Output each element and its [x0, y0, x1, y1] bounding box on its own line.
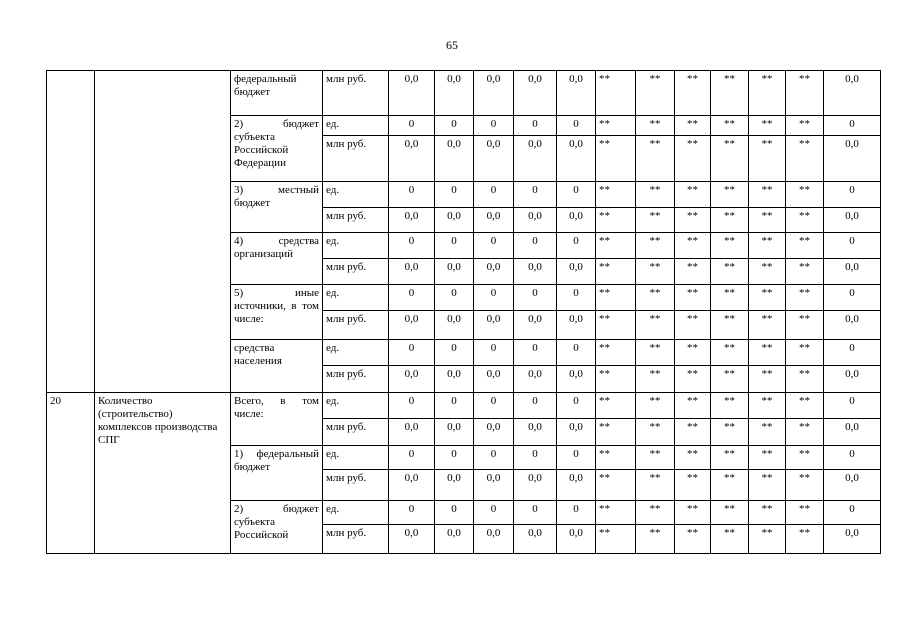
total-cell: 0 [824, 446, 881, 470]
funding-source-cell: 3) местный бюджет [231, 182, 323, 233]
total-cell: 0,0 [824, 419, 881, 446]
unit-cell: ед. [323, 501, 389, 525]
mark-cell: ** [596, 259, 636, 285]
value-cell: 0 [557, 233, 596, 259]
value-cell: 0,0 [557, 311, 596, 340]
total-cell: 0,0 [824, 525, 881, 554]
mark-cell: ** [749, 116, 786, 136]
value-cell: 0,0 [435, 208, 474, 233]
value-cell: 0 [435, 501, 474, 525]
indicator-name-cell: Количество (строительство) комплексов производства СПГ [95, 393, 231, 554]
funding-source-cell: 1) федеральный бюджет [231, 446, 323, 501]
mark-cell: ** [786, 446, 824, 470]
mark-cell: ** [749, 71, 786, 116]
mark-cell: ** [636, 366, 675, 393]
value-cell: 0,0 [514, 525, 557, 554]
mark-cell: ** [596, 470, 636, 501]
unit-cell: млн руб. [323, 366, 389, 393]
value-cell: 0 [435, 233, 474, 259]
mark-cell: ** [596, 71, 636, 116]
mark-cell: ** [596, 393, 636, 419]
value-cell: 0 [514, 501, 557, 525]
value-cell: 0 [389, 393, 435, 419]
value-cell: 0 [514, 340, 557, 366]
mark-cell: ** [749, 233, 786, 259]
mark-cell: ** [786, 525, 824, 554]
mark-cell: ** [711, 285, 749, 311]
value-cell: 0 [389, 285, 435, 311]
total-cell: 0,0 [824, 208, 881, 233]
mark-cell: ** [636, 311, 675, 340]
value-cell: 0 [474, 182, 514, 208]
row-number-cell [47, 71, 95, 393]
value-cell: 0,0 [514, 419, 557, 446]
value-cell: 0 [514, 393, 557, 419]
value-cell: 0 [389, 233, 435, 259]
value-cell: 0,0 [389, 470, 435, 501]
mark-cell: ** [749, 208, 786, 233]
funding-source-cell: федеральный бюджет [231, 71, 323, 116]
mark-cell: ** [636, 501, 675, 525]
unit-cell: ед. [323, 116, 389, 136]
mark-cell: ** [636, 285, 675, 311]
mark-cell: ** [786, 259, 824, 285]
value-cell: 0,0 [389, 71, 435, 116]
mark-cell: ** [786, 340, 824, 366]
value-cell: 0 [557, 116, 596, 136]
value-cell: 0,0 [557, 419, 596, 446]
mark-cell: ** [636, 116, 675, 136]
mark-cell: ** [675, 259, 711, 285]
mark-cell: ** [596, 446, 636, 470]
table-body [47, 71, 881, 554]
unit-cell: млн руб. [323, 525, 389, 554]
value-cell: 0,0 [514, 208, 557, 233]
value-cell: 0,0 [389, 311, 435, 340]
total-cell: 0,0 [824, 311, 881, 340]
mark-cell: ** [749, 446, 786, 470]
value-cell: 0 [474, 446, 514, 470]
mark-cell: ** [675, 311, 711, 340]
value-cell: 0,0 [474, 311, 514, 340]
value-cell: 0 [435, 285, 474, 311]
mark-cell: ** [786, 182, 824, 208]
mark-cell: ** [749, 366, 786, 393]
mark-cell: ** [636, 393, 675, 419]
mark-cell: ** [711, 233, 749, 259]
value-cell: 0,0 [474, 259, 514, 285]
value-cell: 0 [557, 393, 596, 419]
value-cell: 0,0 [389, 419, 435, 446]
mark-cell: ** [596, 311, 636, 340]
value-cell: 0,0 [557, 470, 596, 501]
mark-cell: ** [786, 136, 824, 182]
value-cell: 0,0 [557, 208, 596, 233]
value-cell: 0,0 [514, 259, 557, 285]
value-cell: 0 [557, 446, 596, 470]
value-cell: 0,0 [557, 71, 596, 116]
mark-cell: ** [596, 419, 636, 446]
mark-cell: ** [786, 233, 824, 259]
unit-cell: млн руб. [323, 419, 389, 446]
total-cell: 0 [824, 116, 881, 136]
value-cell: 0 [474, 285, 514, 311]
mark-cell: ** [636, 419, 675, 446]
mark-cell: ** [675, 470, 711, 501]
mark-cell: ** [786, 208, 824, 233]
value-cell: 0,0 [435, 470, 474, 501]
mark-cell: ** [636, 259, 675, 285]
value-cell: 0,0 [557, 136, 596, 182]
unit-cell: млн руб. [323, 311, 389, 340]
mark-cell: ** [636, 470, 675, 501]
value-cell: 0,0 [474, 136, 514, 182]
value-cell: 0 [435, 116, 474, 136]
value-cell: 0 [389, 116, 435, 136]
value-cell: 0,0 [557, 525, 596, 554]
mark-cell: ** [596, 182, 636, 208]
mark-cell: ** [749, 285, 786, 311]
mark-cell: ** [711, 259, 749, 285]
mark-cell: ** [675, 285, 711, 311]
total-cell: 0,0 [824, 71, 881, 116]
total-cell: 0,0 [824, 259, 881, 285]
unit-cell: ед. [323, 182, 389, 208]
mark-cell: ** [596, 136, 636, 182]
value-cell: 0,0 [474, 525, 514, 554]
unit-cell: млн руб. [323, 208, 389, 233]
unit-cell: млн руб. [323, 470, 389, 501]
mark-cell: ** [786, 393, 824, 419]
mark-cell: ** [749, 136, 786, 182]
mark-cell: ** [711, 470, 749, 501]
mark-cell: ** [786, 470, 824, 501]
value-cell: 0 [389, 446, 435, 470]
funding-source-cell: 2) бюджет субъекта Российской Федерации [231, 116, 323, 182]
value-cell: 0 [557, 501, 596, 525]
value-cell: 0 [474, 501, 514, 525]
mark-cell: ** [786, 311, 824, 340]
value-cell: 0 [474, 340, 514, 366]
value-cell: 0,0 [435, 419, 474, 446]
mark-cell: ** [636, 233, 675, 259]
mark-cell: ** [675, 233, 711, 259]
value-cell: 0,0 [474, 71, 514, 116]
data-table [46, 70, 881, 554]
value-cell: 0,0 [435, 525, 474, 554]
mark-cell: ** [786, 419, 824, 446]
mark-cell: ** [636, 446, 675, 470]
value-cell: 0,0 [514, 366, 557, 393]
mark-cell: ** [636, 71, 675, 116]
indicator-name-cell [95, 71, 231, 393]
total-cell: 0 [824, 285, 881, 311]
mark-cell: ** [749, 525, 786, 554]
mark-cell: ** [749, 182, 786, 208]
value-cell: 0,0 [435, 311, 474, 340]
mark-cell: ** [749, 259, 786, 285]
mark-cell: ** [786, 71, 824, 116]
unit-cell: ед. [323, 393, 389, 419]
mark-cell: ** [711, 393, 749, 419]
mark-cell: ** [675, 366, 711, 393]
mark-cell: ** [675, 116, 711, 136]
funding-source-cell: 2) бюджет субъекта Российской [231, 501, 323, 554]
mark-cell: ** [749, 470, 786, 501]
total-cell: 0 [824, 340, 881, 366]
mark-cell: ** [711, 136, 749, 182]
value-cell: 0,0 [557, 259, 596, 285]
mark-cell: ** [675, 71, 711, 116]
row-number-cell: 20 [47, 393, 95, 554]
mark-cell: ** [711, 419, 749, 446]
value-cell: 0 [557, 285, 596, 311]
value-cell: 0,0 [435, 71, 474, 116]
value-cell: 0,0 [474, 470, 514, 501]
mark-cell: ** [711, 182, 749, 208]
value-cell: 0,0 [557, 366, 596, 393]
mark-cell: ** [675, 419, 711, 446]
mark-cell: ** [711, 311, 749, 340]
value-cell: 0,0 [389, 208, 435, 233]
mark-cell: ** [749, 340, 786, 366]
value-cell: 0,0 [389, 136, 435, 182]
mark-cell: ** [675, 136, 711, 182]
unit-cell: ед. [323, 233, 389, 259]
mark-cell: ** [596, 366, 636, 393]
mark-cell: ** [636, 182, 675, 208]
unit-cell: ед. [323, 340, 389, 366]
mark-cell: ** [675, 446, 711, 470]
funding-source-cell: Всего, в том числе: [231, 393, 323, 446]
value-cell: 0,0 [474, 419, 514, 446]
value-cell: 0 [435, 182, 474, 208]
mark-cell: ** [711, 71, 749, 116]
value-cell: 0 [514, 446, 557, 470]
total-cell: 0 [824, 393, 881, 419]
mark-cell: ** [749, 501, 786, 525]
mark-cell: ** [636, 208, 675, 233]
mark-cell: ** [711, 525, 749, 554]
mark-cell: ** [711, 116, 749, 136]
value-cell: 0,0 [514, 470, 557, 501]
value-cell: 0,0 [474, 366, 514, 393]
mark-cell: ** [596, 116, 636, 136]
value-cell: 0 [435, 446, 474, 470]
value-cell: 0,0 [435, 259, 474, 285]
table-row [47, 71, 881, 116]
mark-cell: ** [636, 525, 675, 554]
total-cell: 0,0 [824, 366, 881, 393]
value-cell: 0,0 [514, 311, 557, 340]
value-cell: 0,0 [514, 136, 557, 182]
unit-cell: ед. [323, 446, 389, 470]
mark-cell: ** [711, 340, 749, 366]
mark-cell: ** [711, 446, 749, 470]
value-cell: 0 [474, 393, 514, 419]
value-cell: 0 [557, 182, 596, 208]
total-cell: 0 [824, 501, 881, 525]
total-cell: 0 [824, 182, 881, 208]
value-cell: 0,0 [389, 366, 435, 393]
mark-cell: ** [786, 366, 824, 393]
total-cell: 0 [824, 233, 881, 259]
mark-cell: ** [596, 285, 636, 311]
mark-cell: ** [786, 116, 824, 136]
unit-cell: млн руб. [323, 259, 389, 285]
value-cell: 0 [389, 182, 435, 208]
unit-cell: млн руб. [323, 71, 389, 116]
page-number: 65 [446, 38, 458, 52]
table-row [47, 393, 881, 419]
value-cell: 0,0 [474, 208, 514, 233]
mark-cell: ** [596, 233, 636, 259]
value-cell: 0 [514, 116, 557, 136]
value-cell: 0 [435, 340, 474, 366]
value-cell: 0,0 [435, 136, 474, 182]
funding-source-cell: средства населения [231, 340, 323, 393]
mark-cell: ** [596, 501, 636, 525]
mark-cell: ** [675, 525, 711, 554]
value-cell: 0 [435, 393, 474, 419]
value-cell: 0 [514, 285, 557, 311]
mark-cell: ** [749, 419, 786, 446]
mark-cell: ** [675, 182, 711, 208]
value-cell: 0 [557, 340, 596, 366]
mark-cell: ** [596, 525, 636, 554]
funding-source-cell: 5) иные источники, в том числе: [231, 285, 323, 340]
value-cell: 0 [389, 501, 435, 525]
mark-cell: ** [786, 285, 824, 311]
unit-cell: млн руб. [323, 136, 389, 182]
mark-cell: ** [711, 208, 749, 233]
unit-cell: ед. [323, 285, 389, 311]
mark-cell: ** [636, 136, 675, 182]
mark-cell: ** [711, 501, 749, 525]
mark-cell: ** [596, 208, 636, 233]
mark-cell: ** [711, 366, 749, 393]
value-cell: 0,0 [514, 71, 557, 116]
mark-cell: ** [675, 340, 711, 366]
mark-cell: ** [675, 501, 711, 525]
value-cell: 0 [474, 233, 514, 259]
value-cell: 0 [389, 340, 435, 366]
mark-cell: ** [786, 501, 824, 525]
value-cell: 0 [514, 182, 557, 208]
mark-cell: ** [749, 311, 786, 340]
value-cell: 0 [514, 233, 557, 259]
mark-cell: ** [596, 340, 636, 366]
funding-source-cell: 4) средства организаций [231, 233, 323, 285]
total-cell: 0,0 [824, 136, 881, 182]
value-cell: 0 [474, 116, 514, 136]
mark-cell: ** [749, 393, 786, 419]
value-cell: 0,0 [389, 525, 435, 554]
mark-cell: ** [675, 208, 711, 233]
value-cell: 0,0 [435, 366, 474, 393]
total-cell: 0,0 [824, 470, 881, 501]
value-cell: 0,0 [389, 259, 435, 285]
mark-cell: ** [636, 340, 675, 366]
mark-cell: ** [675, 393, 711, 419]
